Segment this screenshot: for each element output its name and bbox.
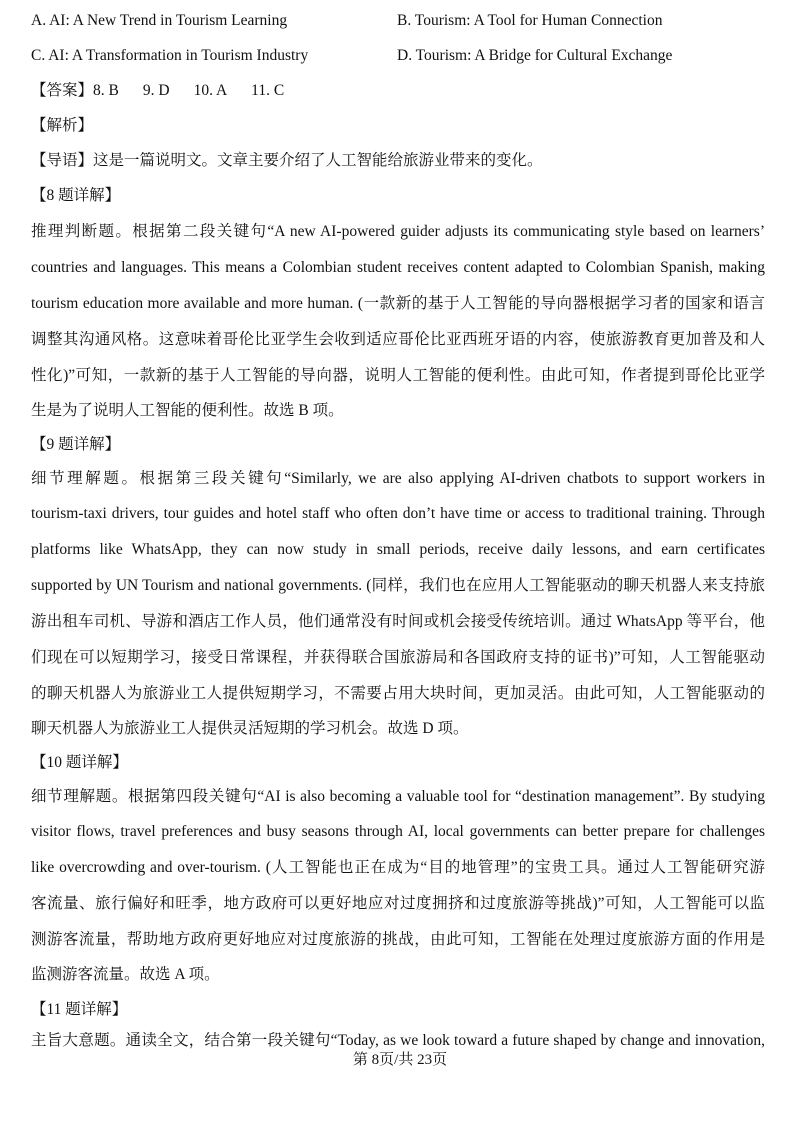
answer-label: 【答案】	[31, 82, 94, 99]
page-footer: 第 8页/共 23页	[352, 1052, 448, 1068]
intro-line	[31, 150, 543, 172]
q9-line: 聊天机器人为旅游业工人提供灵活短期的学习机会。故选 D 项。	[31, 720, 469, 737]
option-a: A. AI: A New Trend in Tourism Learning	[31, 12, 288, 29]
q8-line: 调整其沟通风格。这意味着哥伦比亚学生会收到适应哥伦比亚西班牙语的内容，使旅游教育更加普及和人	[31, 331, 765, 348]
q9-line: tourism-taxi drivers, tour guides and hotel staff who often don’t have time or access to traditional training. Through	[31, 505, 765, 522]
q10-line: 测游客流量，帮助地方政府更好地应对过度旅游的挑战，由此可知，工智能在处理过度旅游方面的作用是	[31, 931, 765, 948]
q10-line: visitor flows, travel preferences and busy seasons through AI, local governments can better prepare for challenges	[31, 823, 765, 840]
q8-line: 生是为了说明人工智能的便利性。故选 B 项。	[31, 402, 344, 419]
q10-line: like overcrowding and over-tourism. (人工智能也正在成为“目的地管理”的宝贵工具。通过人工智能研究游	[31, 859, 765, 876]
q9-line: supported by UN Tourism and national governments. (同样，我们也在应用人工智能驱动的聊天机器人来支持旅	[31, 577, 765, 594]
analysis-label: 【解析】	[31, 117, 94, 134]
answer-item: 10. A	[193, 82, 228, 99]
q11-heading: 【11 题详解】	[31, 1001, 128, 1018]
answer-line	[31, 80, 308, 102]
q8-heading: 【8 题详解】	[31, 187, 121, 204]
q8-line: countries and languages. This means a Colombian student receives content adapted to Colombian Spanish, making	[31, 259, 765, 276]
q9-line: 的聊天机器人为旅游业工人提供短期学习，不需要占用大块时间，更加灵活。由此可知，人工智能驱动的	[31, 685, 765, 702]
q9-line: 们现在可以短期学习，接受日常课程，并获得联合国旅游局和各国政府支持的证书)”可知，人工智能驱动	[31, 649, 765, 666]
intro-text: 这是一篇说明文。文章主要介绍了人工智能给旅游业带来的变化。	[93, 152, 543, 169]
option-c: C. AI: A Transformation in Tourism Industry	[31, 47, 309, 64]
q8-line: 性化)”可知，一款新的基于人工智能的导向器，说明人工智能的便利性。由此可知，作者提到哥伦比亚学	[31, 367, 765, 384]
q10-heading: 【10 题详解】	[31, 754, 128, 771]
q9-line: 细节理解题。根据第三段关键句“Similarly, we are also applying AI-driven chatbots to support workers in	[31, 470, 765, 487]
q8-line: 推理判断题。根据第二段关键句“A new AI-powered guider adjusts its communicating style based on learners’	[31, 223, 765, 240]
q9-heading: 【9 题详解】	[31, 436, 121, 453]
q9-line: 游出租车司机、导游和酒店工作人员，他们通常没有时间或机会接受传统培训。通过 WhatsApp 等平台，他	[31, 613, 765, 630]
q8-line: tourism education more available and more human. (一款新的基于人工智能的导向器根据学习者的国家和语言	[31, 295, 765, 312]
q10-line: 客流量、旅行偏好和旺季，地方政府可以更好地应对过度拥挤和过度旅游等挑战)”可知，人工智能可以监	[31, 895, 765, 912]
answer-item: 9. D	[142, 82, 170, 99]
option-d: D. Tourism: A Bridge for Cultural Exchange	[397, 47, 673, 64]
q9-line: platforms like WhatsApp, they can now study in small periods, receive daily lessons, and earn certificates	[31, 541, 765, 558]
option-b: B. Tourism: A Tool for Human Connection	[397, 12, 663, 29]
answer-item: 11. C	[251, 82, 285, 99]
q10-line: 监测游客流量。故选 A 项。	[31, 966, 220, 983]
q11-line: 主旨大意题。通读全文，结合第一段关键句“Today, as we look toward a future shaped by change and innovation,	[31, 1032, 765, 1049]
q10-line: 细节理解题。根据第四段关键句“AI is also becoming a valuable tool for “destination management”. By studying	[31, 788, 765, 805]
intro-label: 【导语】	[31, 152, 94, 169]
answer-item: 8. B	[93, 82, 119, 99]
